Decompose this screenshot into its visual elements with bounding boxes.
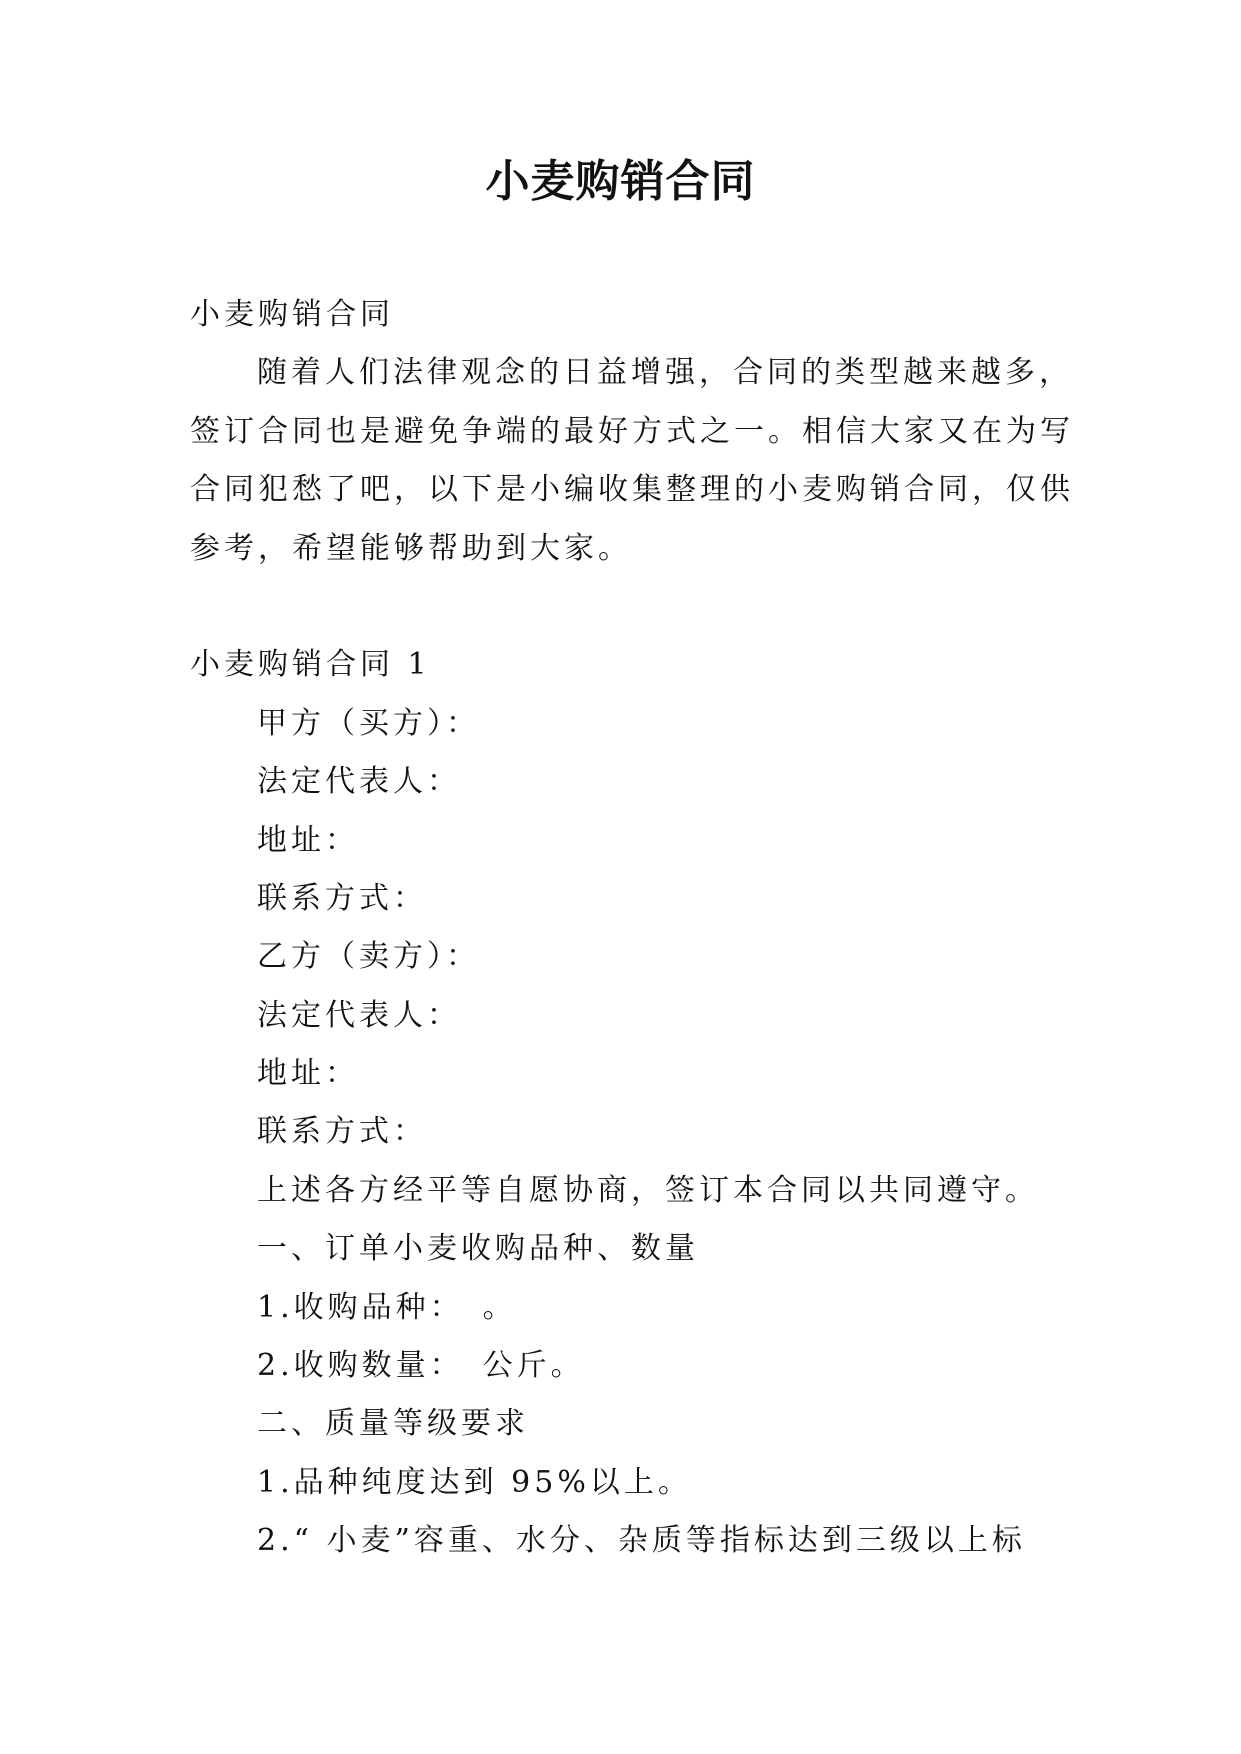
contact-label: 联系方式： xyxy=(257,1114,427,1150)
clause-item: 2.“ 小麦”容重、水分、杂质等指标达到三级以上标 xyxy=(257,1523,1026,1559)
paragraph-line: 合同犯愁了吧，以下是小编收集整理的小麦购销合同，仅供 xyxy=(190,472,1074,508)
party-a-label: 甲方（买方）： xyxy=(257,705,480,741)
document-title: 小麦购销合同 xyxy=(485,156,756,207)
section-heading: 小麦购销合同 xyxy=(190,297,394,332)
clause-heading: 二、质量等级要求 xyxy=(257,1406,529,1442)
section-heading: 小麦购销合同 1 xyxy=(190,647,431,683)
document-body xyxy=(190,286,1074,1571)
legal-representative-label: 法定代表人： xyxy=(257,764,461,800)
clause-heading: 一、订单小麦收购品种、数量 xyxy=(257,1231,699,1267)
paragraph-gap xyxy=(190,578,1060,636)
party-b-label: 乙方（卖方）： xyxy=(257,939,480,975)
paragraph-line: 随着人们法律观念的日益增强，合同的类型越来越多， xyxy=(257,355,1073,391)
paragraph-line: 参考，希望能够帮助到大家。 xyxy=(190,530,632,566)
clause-item: 1.收购品种： 。 xyxy=(257,1289,517,1325)
paragraph-line: 签订合同也是避免争端的最好方式之一。相信大家又在为写 xyxy=(190,413,1074,449)
contact-label: 联系方式： xyxy=(257,880,427,916)
legal-representative-label: 法定代表人： xyxy=(257,997,461,1033)
address-label: 地址： xyxy=(257,1056,359,1092)
clause-item: 1.品种纯度达到 95%以上。 xyxy=(257,1464,692,1500)
agreement-statement: 上述各方经平等自愿协商，签订本合同以共同遵守。 xyxy=(257,1172,1039,1208)
clause-item: 2.收购数量： 公斤。 xyxy=(257,1348,585,1384)
address-label: 地址： xyxy=(257,822,359,858)
